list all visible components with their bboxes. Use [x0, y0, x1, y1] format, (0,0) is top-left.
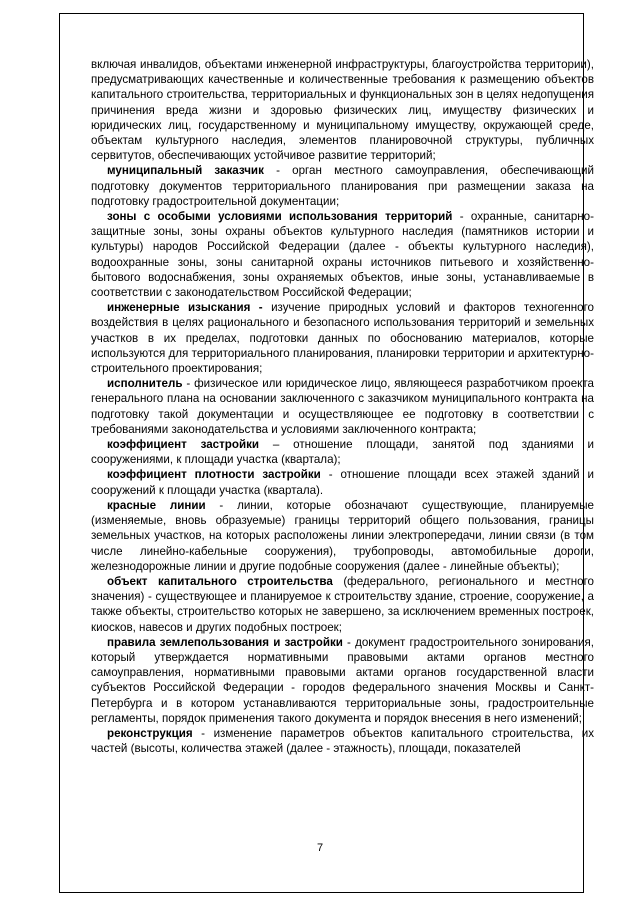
term: коэффициент плотности застройки — [107, 468, 321, 482]
definition-reconstruction — [91, 726, 594, 756]
document-body — [91, 57, 594, 756]
term: реконструкция — [107, 726, 193, 740]
definition-engineering-surveys — [91, 300, 594, 376]
term: исполнитель — [107, 377, 183, 391]
definition-text: - физическое или юридическое лицо, являющееся разработчиком проекта генерального плана на основании заключенного с заказчиком муниципального контракта на подготовку такой документации и осуществляющее ее подготовку в соответствии с требованиями законодательства и условиями заключенного контракта; — [91, 377, 594, 436]
term: муниципальный заказчик — [107, 164, 264, 178]
definition-text: - линии, которые обозначают существующие, планируемые (изменяемые, вновь образуемые) границы территорий общего пользования, границы земельных участков, на которых расположены линии электропередачи, линии связи (в том числе линейно-кабельные сооружения), трубопроводы, автомобильные дороги, железнодорожные линии и другие подобные сооружения (далее - линейные объекты); — [91, 498, 594, 573]
term: коэффициент застройки — [107, 438, 260, 452]
term: правила землепользования и застройки — [107, 635, 343, 649]
definition-text: - отношение площади всех этажей зданий и сооружений к площади участка (квартала). — [91, 468, 595, 497]
intro-paragraph: включая инвалидов, объектами инженерной инфраструктуры, благоустройства территории), предусматривающих качественные и количественные требования к размещению объектов капитального строительства, территориальных и функциональных зон в целях недопущения причинения вреда жизни и здоровью физических лиц, имуществу физических и юридических лиц, государственному и муниципальному имуществу, окружающей среде, объектам культурного наследия, элементов планировочной структуры, публичных сервитутов, обеспечивающих устойчивое развитие территорий; — [91, 58, 594, 163]
definition-building-coefficient — [91, 437, 594, 467]
definition-contractor — [91, 376, 594, 437]
definition-text: - орган местного самоуправления, обеспечивающий подготовку документов территориального планирования при размещении заказа на подготовку градостроительной документации; — [91, 164, 594, 208]
definition-land-use-rules — [91, 635, 594, 726]
definition-text: - изменение параметров объектов капитального строительства, их частей (высоты, количества этажей (далее - этажность), площади, показателей — [91, 726, 594, 756]
definition-special-zones — [91, 209, 594, 300]
definition-text: – отношение площади, занятой под зданиями и сооружениями, к площади участка (квартала); — [91, 438, 594, 467]
definition-red-lines — [91, 498, 594, 574]
definition-density-coefficient — [91, 467, 594, 497]
definition-text: (федерального, регионального и местного значения) - существующее и планируемое к строительству здание, строение, сооружение, а также объекты, строительство которых не завершено, за исключением временных построек, киосков, навесов и других подобных построек; — [91, 574, 594, 634]
term: объект капитального строительства — [107, 574, 333, 588]
page-number: 7 — [316, 842, 324, 854]
definition-text: изучение природных условий и факторов техногенного воздействия в целях рационального и безопасного использования территорий и земельных участков в их пределах, подготовки данных по обоснованию материалов, которые используются для территориального планирования, планировки территории и архитектурно-строительного проектирования; — [91, 301, 595, 376]
definition-capital-construction — [91, 574, 594, 635]
definition-text: - документ градостроительного зонирования, который утверждается нормативными правовыми актами органов местного самоуправления, нормативными правовыми актами органов государственной власти субъектов Российской Федерации - городов федерального значения Москвы и Санкт-Петербурга и в котором устанавливаются территориальные зоны, градостроительные регламенты, порядок применения такого документа и порядок внесения в него изменений; — [91, 635, 594, 725]
term: зоны с особыми условиями использования территорий — [107, 210, 453, 224]
term: красные линии — [107, 498, 206, 512]
term: инженерные изыскания - — [107, 301, 263, 315]
definition-municipal-customer — [91, 163, 594, 209]
definition-text: - охранные, санитарно-защитные зоны, зоны охраны объектов культурного наследия (памятников истории и культуры) народов Российской Федерации (далее - объекты культурного наследия), водоохранные зоны, зоны санитарной охраны источников питьевого и хозяйственно-бытового водоснабжения, зоны охраняемых объектов, иные зоны, устанавливаемые в соответствии с законодательством Российской Федерации; — [91, 210, 594, 300]
